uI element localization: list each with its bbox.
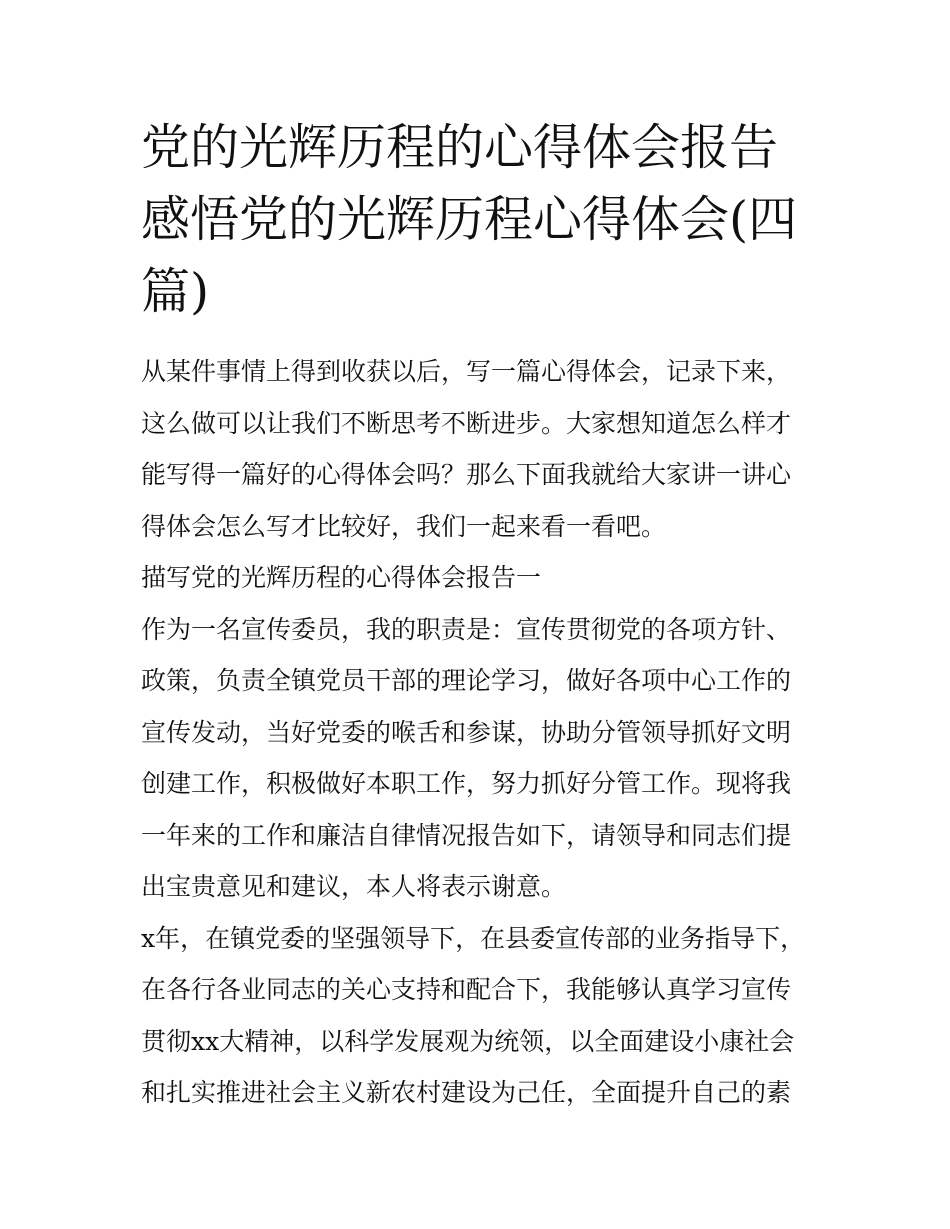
intro-paragraph: 从某件事情上得到收获以后，写一篇心得体会，记录下来，这么做可以让我们不断思考不断进步。大家想知道怎么样才能写得一篇好的心得体会吗？那么下面我就给大家讲一讲心得体会怎么写才比较好，我们一起来看一看吧。	[141, 357, 792, 541]
section-heading: 描写党的光辉历程的心得体会报告一	[141, 563, 542, 592]
document-content	[141, 112, 813, 1119]
body-paragraph: 作为一名宣传委员，我的职责是：宣传贯彻党的各项方针、政策，负责全镇党员干部的理论学习，做好各项中心工作的宣传发动，当好党委的喉舌和参谋，协助分管领导抓好文明创建工作，积极做好本职工作，努力抓好分管工作。现将我一年来的工作和廉洁自律情况报告如下，请领导和同志们提出宝贵意见和建议，本人将表示谢意。	[141, 614, 792, 901]
document-title: 党的光辉历程的心得体会报告感悟党的光辉历程心得体会(四篇)	[141, 119, 798, 320]
document-body	[141, 346, 813, 1119]
body-paragraph: x年，在镇党委的坚强领导下，在县委宣传部的业务指导下，在各行各业同志的关心支持和配合下，我能够认真学习宣传贯彻xx大精神，以科学发展观为统领，以全面建设小康社会和扎实推进社会主义新农村建设为己任，全面提升自己的素	[141, 923, 806, 1107]
